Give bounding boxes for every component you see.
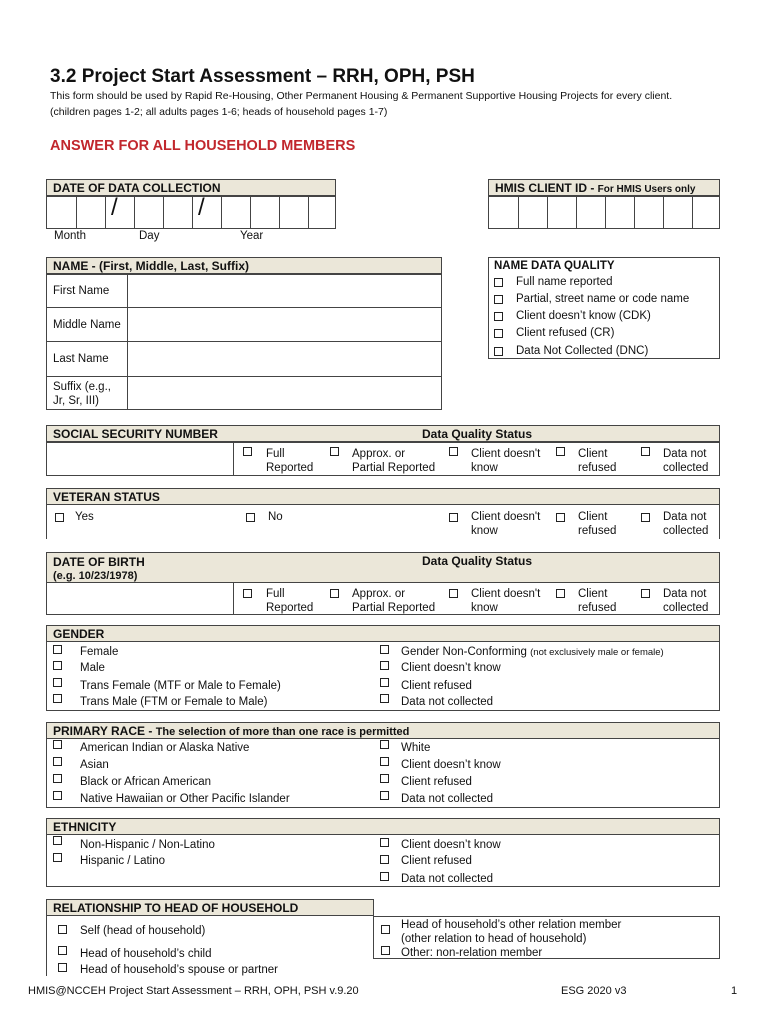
- race-white-checkbox[interactable]: [380, 740, 389, 749]
- ethnicity-refused-checkbox[interactable]: [380, 855, 389, 864]
- footer-form-name: HMIS@NCCEH Project Start Assessment – RRH, OPH, PSH v.9.20: [28, 985, 359, 997]
- footer-page-number: 1: [731, 985, 738, 997]
- relationship-other-relation-label-1: Head of household’s other relation member: [401, 919, 622, 931]
- ssn-refused-checkbox[interactable]: [556, 447, 565, 456]
- dob-cdk-checkbox[interactable]: [449, 589, 458, 598]
- dob-cdk-label-2: know: [471, 602, 498, 614]
- middle-name-field[interactable]: [127, 308, 441, 340]
- gender-refused-checkbox[interactable]: [380, 678, 389, 687]
- ssn-dnc-label-1: Data not: [663, 448, 707, 460]
- gender-header: GENDER: [46, 625, 720, 642]
- veteran-cdk-label-1: Client doesn't: [471, 511, 541, 523]
- dob-full-checkbox[interactable]: [243, 589, 252, 598]
- dob-dnc-label-1: Data not: [663, 588, 707, 600]
- race-header: [46, 722, 720, 739]
- name-quality-header: NAME DATA QUALITY: [494, 260, 615, 272]
- race-asian-label: Asian: [80, 759, 109, 771]
- footer-version: ESG 2020 v3: [561, 985, 627, 997]
- gender-refused-label: Client refused: [401, 680, 472, 692]
- dob-dnc-checkbox[interactable]: [641, 589, 650, 598]
- name-quality-dnc-checkbox[interactable]: [494, 347, 503, 356]
- gender-transfemale-checkbox[interactable]: [53, 678, 62, 687]
- relationship-nonrelation-checkbox[interactable]: [381, 946, 390, 955]
- ssn-dnc-label-2: collected: [663, 462, 709, 474]
- ethnicity-cdk-checkbox[interactable]: [380, 838, 389, 847]
- subtitle-line2: (children pages 1-2; all adults pages 1-6; heads of household pages 1-7): [50, 106, 388, 118]
- ethnicity-cdk-label: Client doesn’t know: [401, 839, 501, 851]
- race-nhpi-checkbox[interactable]: [53, 791, 62, 800]
- gender-cdk-label: Client doesn’t know: [401, 662, 501, 674]
- ssn-dq-header: Data Quality Status: [422, 427, 533, 441]
- month-label: Month: [54, 230, 86, 242]
- date-collection-boxes[interactable]: [46, 196, 336, 229]
- ethnicity-dnc-label: Data not collected: [401, 873, 494, 885]
- dob-refused-checkbox[interactable]: [556, 589, 565, 598]
- gender-transfemale-label: Trans Female (MTF or Male to Female): [80, 680, 281, 692]
- ethnicity-header: ETHNICITY: [46, 818, 720, 835]
- relationship-header: RELATIONSHIP TO HEAD OF HOUSEHOLD: [46, 899, 374, 916]
- race-black-checkbox[interactable]: [53, 774, 62, 783]
- race-title: PRIMARY RACE -: [53, 724, 156, 738]
- name-quality-partial-checkbox[interactable]: [494, 295, 503, 304]
- middle-name-label: Middle Name: [53, 319, 121, 331]
- race-refused-label: Client refused: [401, 776, 472, 788]
- ethnicity-dnc-checkbox[interactable]: [380, 872, 389, 881]
- relationship-nonrelation-label: Other: non-relation member: [401, 947, 543, 959]
- veteran-no-checkbox[interactable]: [246, 513, 255, 522]
- dob-dnc-label-2: collected: [663, 602, 709, 614]
- race-refused-checkbox[interactable]: [380, 774, 389, 783]
- relationship-other-relation-checkbox[interactable]: [381, 925, 390, 934]
- dob-example: (e.g. 10/23/1978): [53, 570, 138, 582]
- relationship-spouse-label: Head of household’s spouse or partner: [80, 964, 278, 976]
- ssn-approx-label-1: Approx. or: [352, 448, 406, 460]
- answer-all-heading: ANSWER FOR ALL HOUSEHOLD MEMBERS: [50, 138, 356, 154]
- ssn-full-label-2: Reported: [266, 462, 314, 474]
- last-name-label: Last Name: [53, 353, 109, 365]
- relationship-other-relation-label-2: (other relation to head of household): [401, 933, 587, 945]
- suffix-field[interactable]: [127, 377, 441, 409]
- subtitle-line1: This form should be used by Rapid Re-Housing, Other Permanent Housing & Permanent Supportive Housing Projects for every client.: [50, 90, 673, 102]
- ethnicity-nonhispanic-label: Non-Hispanic / Non-Latino: [80, 839, 215, 851]
- gender-female-checkbox[interactable]: [53, 645, 62, 654]
- ethnicity-hispanic-label: Hispanic / Latino: [80, 855, 166, 867]
- dob-approx-label-2: Partial Reported: [352, 602, 436, 614]
- first-name-field[interactable]: [127, 275, 441, 306]
- gender-transmale-checkbox[interactable]: [53, 694, 62, 703]
- hmis-id-header: [488, 179, 720, 196]
- first-name-label: First Name: [53, 285, 110, 297]
- veteran-dnc-label-1: Data not: [663, 511, 707, 523]
- ssn-refused-label-1: Client: [578, 448, 608, 460]
- ssn-full-checkbox[interactable]: [243, 447, 252, 456]
- date-slash-2: /: [198, 194, 205, 221]
- race-black-label: Black or African American: [80, 776, 212, 788]
- dob-header: [46, 552, 720, 583]
- name-quality-cr-label: Client refused (CR): [516, 327, 615, 339]
- relationship-child-label: Head of household’s child: [80, 948, 212, 960]
- name-quality-partial-label: Partial, street name or code name: [516, 293, 690, 305]
- veteran-dnc-label-2: collected: [663, 525, 709, 537]
- gender-nonconforming-note: (not exclusively male or female): [530, 647, 664, 658]
- hmis-id-boxes[interactable]: [488, 196, 720, 229]
- date-collection-header: DATE OF DATA COLLECTION: [46, 179, 336, 196]
- ssn-field[interactable]: [47, 443, 231, 475]
- last-name-field[interactable]: [127, 342, 441, 374]
- ethnicity-nonhispanic-checkbox[interactable]: [53, 836, 62, 845]
- dob-full-label-1: Full: [266, 588, 285, 600]
- ssn-cdk-checkbox[interactable]: [449, 447, 458, 456]
- ssn-approx-checkbox[interactable]: [330, 447, 339, 456]
- dob-field[interactable]: [47, 583, 231, 614]
- relationship-self-label: Self (head of household): [80, 925, 206, 937]
- dob-title: DATE OF BIRTH: [53, 555, 145, 569]
- race-cdk-checkbox[interactable]: [380, 757, 389, 766]
- race-aian-label: American Indian or Alaska Native: [80, 742, 250, 754]
- gender-female-label: Female: [80, 646, 119, 658]
- ethnicity-refused-label: Client refused: [401, 855, 472, 867]
- relationship-child-checkbox[interactable]: [58, 946, 67, 955]
- gender-transmale-label: Trans Male (FTM or Female to Male): [80, 696, 268, 708]
- gender-nonconforming-checkbox[interactable]: [380, 645, 389, 654]
- name-quality-cdk-label: Client doesn’t know (CDK): [516, 310, 651, 322]
- veteran-cdk-checkbox[interactable]: [449, 513, 458, 522]
- race-note: The selection of more than one race is permitted: [155, 726, 410, 738]
- day-label: Day: [139, 230, 160, 242]
- ssn-header: [46, 425, 720, 442]
- race-dnc-label: Data not collected: [401, 793, 494, 805]
- suffix-label-line1: Suffix (e.g.,: [53, 381, 111, 393]
- gender-cdk-checkbox[interactable]: [380, 661, 389, 670]
- name-quality-full-checkbox[interactable]: [494, 278, 503, 287]
- veteran-refused-label-2: refused: [578, 525, 617, 537]
- ssn-cdk-label-2: know: [471, 462, 498, 474]
- race-asian-checkbox[interactable]: [53, 757, 62, 766]
- date-slash-1: /: [111, 194, 118, 221]
- veteran-cdk-label-2: know: [471, 525, 498, 537]
- gender-dnc-label: Data not collected: [401, 696, 494, 708]
- name-quality-cdk-checkbox[interactable]: [494, 312, 503, 321]
- gender-dnc-checkbox[interactable]: [380, 694, 389, 703]
- dob-full-label-2: Reported: [266, 602, 314, 614]
- ssn-full-label-1: Full: [266, 448, 285, 460]
- year-label: Year: [240, 230, 264, 242]
- race-cdk-label: Client doesn’t know: [401, 759, 501, 771]
- ssn-approx-label-2: Partial Reported: [352, 462, 436, 474]
- ethnicity-hispanic-checkbox[interactable]: [53, 853, 62, 862]
- race-white-label: White: [401, 742, 431, 754]
- gender-nonconforming-text: Gender Non-Conforming: [401, 646, 527, 658]
- veteran-yes-checkbox[interactable]: [55, 513, 64, 522]
- name-quality-full-label: Full name reported: [516, 276, 613, 288]
- race-aian-checkbox[interactable]: [53, 740, 62, 749]
- veteran-refused-label-1: Client: [578, 511, 608, 523]
- race-nhpi-label: Native Hawaiian or Other Pacific Islander: [80, 793, 290, 805]
- gender-male-checkbox[interactable]: [53, 661, 62, 670]
- relationship-self-checkbox[interactable]: [58, 925, 67, 934]
- name-quality-dnc-label: Data Not Collected (DNC): [516, 345, 649, 357]
- ssn-cdk-label-1: Client doesn't: [471, 448, 541, 460]
- veteran-dnc-checkbox[interactable]: [641, 513, 650, 522]
- dob-dq-header: Data Quality Status: [422, 554, 533, 568]
- gender-male-label: Male: [80, 662, 105, 674]
- page-title: 3.2 Project Start Assessment – RRH, OPH, PSH: [50, 66, 475, 87]
- name-quality-cr-checkbox[interactable]: [494, 329, 503, 338]
- name-header: NAME - (First, Middle, Last, Suffix): [46, 257, 442, 274]
- ssn-dnc-checkbox[interactable]: [641, 447, 650, 456]
- hmis-id-note: For HMIS Users only: [597, 184, 696, 195]
- ssn-title: SOCIAL SECURITY NUMBER: [53, 427, 218, 441]
- hmis-id-title: HMIS CLIENT ID -: [495, 181, 598, 195]
- dob-refused-label-1: Client: [578, 588, 608, 600]
- suffix-label-line2: Jr, Sr, III): [53, 395, 100, 407]
- dob-approx-label-1: Approx. or: [352, 588, 406, 600]
- race-dnc-checkbox[interactable]: [380, 791, 389, 800]
- veteran-yes-label: Yes: [75, 511, 94, 523]
- ssn-refused-label-2: refused: [578, 462, 617, 474]
- dob-refused-label-2: refused: [578, 602, 617, 614]
- veteran-header: VETERAN STATUS: [46, 488, 720, 505]
- dob-cdk-label-1: Client doesn't: [471, 588, 541, 600]
- veteran-refused-checkbox[interactable]: [556, 513, 565, 522]
- relationship-spouse-checkbox[interactable]: [58, 963, 67, 972]
- dob-approx-checkbox[interactable]: [330, 589, 339, 598]
- veteran-no-label: No: [268, 511, 283, 523]
- gender-nonconforming-label: [401, 645, 664, 660]
